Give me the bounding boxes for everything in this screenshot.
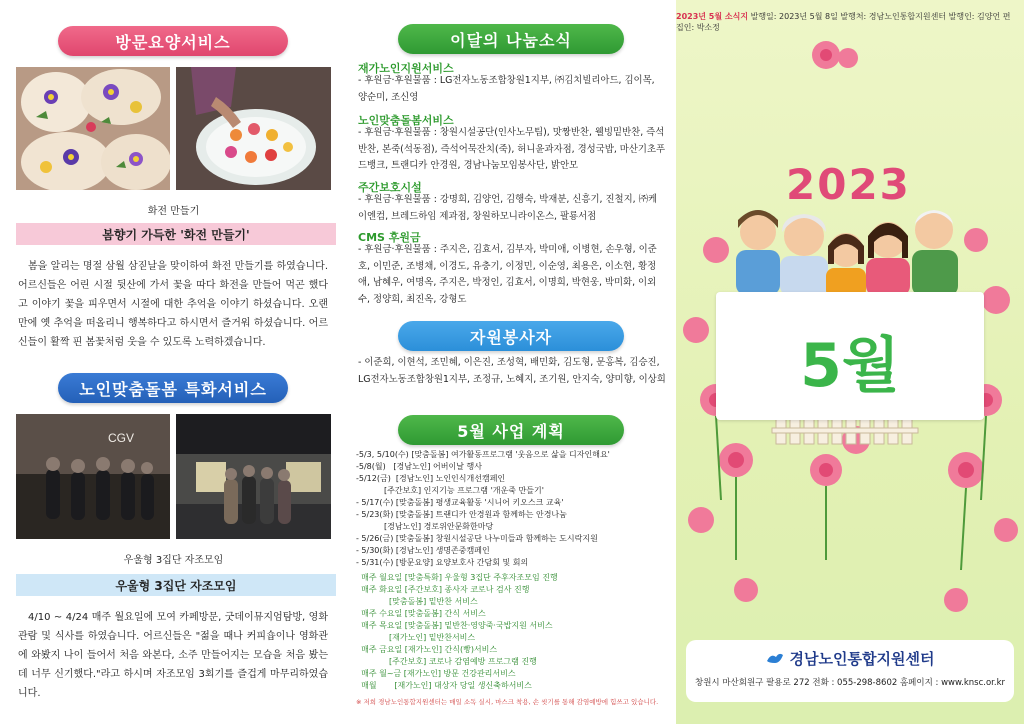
weekly-line: [주간보호] 코로나 감염예방 프로그램 진행: [356, 657, 537, 666]
section-text-cms: - 후원금·후원물품 : 주지은, 김효서, 김부자, 박미애, 이병현, 손우형, 이준호, 이민준, 조병채, 이경도, 유충기, 이정민, 이순영, 최용은, 이소현, 황정애, 남혜우, 여명옥, 주지은, 박정인, 김효서, 이명희, 박현웅, 박미화, 이외수, 정양희, 최진옥, 강형도: [358, 244, 657, 305]
organization-name: [686, 648, 1014, 669]
plan-line: -5/12(금) [경남노인] 노인인식개선캠페인: [356, 474, 506, 483]
visit-paragraph: 봄을 알리는 명절 삼월 삼짇날을 맞이하여 화전 만들기를 하였습니다. 어르신들은 어린 시절 뒷산에 가서 꽃을 따다 화전을 만들어 먹곤 했다고 이야기 꽃을 피우면서 시절에 대한 추억을 이야기 하셨습니다. 오랜만에 옛 추억을 떠올리니 행복하다고 하시면서 즐거워 하셨습니다. 어르신들이 활짝 핀 봄꽃처럼 웃을 수 있도록 노력하겠습니다.: [18, 261, 328, 348]
section-text-day-care: - 후원금·후원물품 : 강명희, 김양언, 김행숙, 박재분, 신흥기, 진철지, ㈜케이엔컴, 브레드하임 제과점, 창원하모니라이온스, 팔룡서점: [358, 194, 658, 222]
weekly-line: 매주 월요일 [맞춤특화] 우울형 3집단 주후자조모임 진행: [356, 573, 558, 582]
cgv-sign: CGV: [108, 431, 135, 445]
plan-line: -5/3, 5/10(수) [맞춤돌봄] 여가활동프로그램 '웃음으로 삶을 디자인해요': [356, 450, 610, 459]
care-paragraph: 4/10 ~ 4/24 매주 월요일에 모여 카페방문, 굿데이뮤지엄탐방, 영화관람 및 식사를 하였습니다. 어르신들은 "젊을 때나 커피숍이나 영화관에 와봤지 나이 들어서 처음 와본다, 소주 만들어지는 모습을 처음 봤는데 너무 신기했다."라고 하시며 자조모임 3회기를 즐겁게 마무리하였습니다.: [18, 612, 328, 699]
care-subheading: 우울형 3집단 자조모임: [16, 574, 336, 596]
section-heading-cms: CMS 후원금: [358, 231, 421, 244]
section-text-custom-care: - 후원금·후원물품 : 창원시설공단(인사노무팀), 맛짱반찬, 웰빙밑반찬, 즉석반찬, 본죽(석동점), 즉석어묵잔치(죽), 허니윤과자점, 경성국밥, 마산기초푸드뱅크, 트랜디카 안경원, 경남나눔모임봉사단, 밝안모: [358, 127, 666, 171]
footer-box: [686, 640, 1014, 702]
self-help-photo-2: [176, 414, 331, 539]
month-board: [716, 292, 984, 420]
section-heading-custom-care: 노인맞춤돌봄서비스: [358, 114, 454, 127]
sharing-news-title: 이달의 나눔소식: [398, 24, 624, 54]
visit-photo-caption: 화전 만들기: [147, 206, 200, 217]
section-heading-home-care: 재가노인지원서비스: [358, 62, 454, 75]
plan-line: [경남노인] 경로위안문화한마당: [356, 522, 494, 531]
left-column: [0, 0, 346, 724]
weekly-line: 매월 [재가노인] 대상자 당일 생신축하서비스: [356, 681, 532, 690]
section-heading-day-care: 주간보호시설: [358, 181, 422, 194]
year-title: 2023: [786, 160, 911, 209]
weekly-line: 매주 목요일 [맞춤돌봄] 밑반찬·영양죽·국밥지원 서비스: [356, 621, 553, 630]
flower-pancake-photo-1: [16, 67, 170, 190]
plan-line: - 5/26(금) [맞춤돌봄] 창원시설공단 나누미들과 함께하는 도시락지원: [356, 534, 598, 543]
month-title: 5월: [800, 331, 900, 401]
flower-pancake-photo-2: [176, 67, 331, 190]
weekly-line: [맞춤돌봄] 밑반찬 서비스: [356, 597, 478, 606]
plan-line: - 5/23(화) [맞춤돌봄] 트랜디카 안경원과 함께하는 안경나눔: [356, 510, 567, 519]
volunteer-text: - 이준희, 이현석, 조민혜, 이은진, 조성혁, 배민화, 김도형, 문홍복, 김승진, LG전자노동조합창원1지부, 조정규, 노혜지, 조기원, 안지숙, 양미향, 이상희: [358, 357, 666, 385]
address-line: 창원시 마산회원구 팔용로 272 전화 : 055-298-8602 홈페이지 : www.knsc.or.kr: [695, 678, 1005, 688]
organization-label: 경남노인통합지원센터: [789, 650, 935, 668]
section-text-home-care: - 후원금·후원물품 : LG전자노동조합창원1지부, ㈜김치빌리아드, 김이목, 양순미, 조신영: [358, 75, 655, 103]
middle-column: [346, 0, 676, 724]
plan-line: -5/8(월) [경남노인] 어버이날 행사: [356, 462, 482, 471]
weekly-line: 매주 수요일 [맞춤돌봄] 간식 서비스: [356, 609, 486, 618]
publication-info: 발행일: 2023년 5월 8일 발행처: 경남노인통합지원센터 발행인: 김양언 편집인: 박소정: [676, 12, 1011, 32]
custom-care-title: 노인맞춤돌봄 특화서비스: [58, 373, 288, 403]
plan-note: ※ 저희 경남노인통합지원센터는 매일 소독 실시, 마스크 착용, 손 씻기를 통해 감염예방에 힘쓰고 있습니다.: [356, 698, 659, 706]
volunteer-title: 자원봉사자: [398, 321, 624, 351]
plan-line: - 5/30(화) [경남노인] 생명존중캠페인: [356, 546, 490, 555]
weekly-line: [재가노인] 밑반찬서비스: [356, 633, 476, 642]
may-plan-title: 5월 사업 계획: [398, 415, 624, 445]
self-help-photo-1: [16, 414, 170, 539]
logo-icon: [766, 652, 784, 666]
weekly-line: 매주 화요일 [주간보호] 종사자 코로나 검사 진행: [356, 585, 530, 594]
right-column: [676, 0, 1024, 724]
visit-care-title: 방문요양서비스: [58, 26, 288, 56]
issue-label: 2023년 5월 소식지: [676, 12, 749, 21]
care-photo-caption: 우울형 3집단 자조모임: [123, 555, 224, 566]
weekly-line: 매주 월~금 [재가노인] 방문 건강관리서비스: [356, 669, 516, 678]
plan-line: [주간보호] 인지기능 프로그램 '개운죽 만들기': [356, 486, 544, 495]
visit-subheading: 봄향기 가득한 '화전 만들기': [16, 223, 336, 245]
plan-line: - 5/17(수) [맞춤돌봄] 평생교육활동 '시니어 키오스크 교육': [356, 498, 564, 507]
weekly-line: 매주 금요일 [재가노인] 간식(빵)서비스: [356, 645, 498, 654]
plan-line: - 5/31(수) [방문요양] 요양보호사 간담회 및 회의: [356, 558, 529, 567]
